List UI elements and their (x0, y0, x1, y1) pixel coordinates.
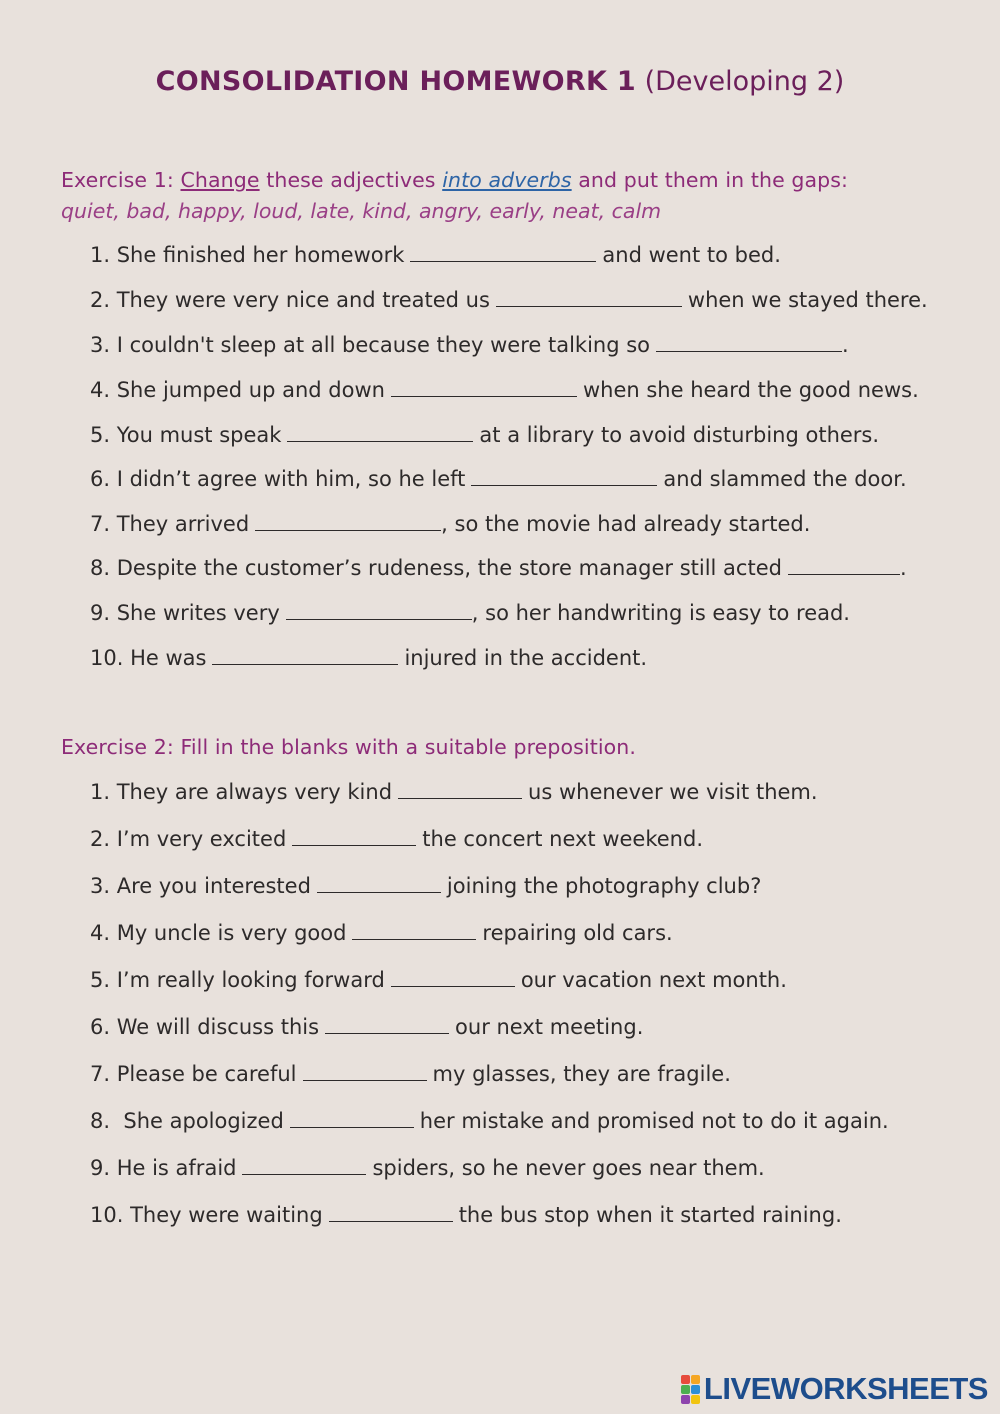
blank-input[interactable] (391, 985, 515, 987)
list-item: 2. I’m very excited the concert next weekend. (90, 827, 703, 851)
list-item: 5. You must speak at a library to avoid disturbing others. (90, 423, 880, 447)
list-item: 8. Despite the customer’s rudeness, the store manager still acted . (90, 556, 907, 580)
list-item: 7. Please be careful my glasses, they are fragile. (90, 1062, 731, 1086)
exercise-1-label: Exercise 1: (61, 168, 181, 192)
list-item: 4. My uncle is very good repairing old cars. (90, 921, 673, 945)
blank-input[interactable] (290, 1126, 414, 1128)
blank-input[interactable] (398, 797, 522, 799)
exercise-2-heading: Exercise 2: Fill in the blanks with a suitable preposition. (61, 735, 636, 759)
exercise-1-end: and put them in the gaps: (571, 168, 849, 192)
blank-input[interactable] (287, 440, 473, 442)
blank-input[interactable] (656, 350, 842, 352)
change-text: Change (180, 168, 260, 192)
blank-input[interactable] (292, 844, 416, 846)
blank-input[interactable] (286, 618, 472, 620)
list-item: 7. They arrived , so the movie had already started. (90, 512, 811, 536)
blank-input[interactable] (471, 484, 657, 486)
liveworksheets-logo-icon (681, 1375, 700, 1404)
list-item: 10. He was injured in the accident. (90, 646, 648, 670)
blank-input[interactable] (352, 938, 476, 940)
blank-input[interactable] (329, 1220, 453, 1222)
blank-input[interactable] (325, 1032, 449, 1034)
blank-input[interactable] (212, 663, 398, 665)
list-item: 5. I’m really looking forward our vacation next month. (90, 968, 787, 992)
title-level: (Developing 2) (644, 66, 845, 97)
list-item: 6. We will discuss this our next meeting. (90, 1015, 644, 1039)
blank-input[interactable] (255, 529, 441, 531)
blank-input[interactable] (391, 395, 577, 397)
blank-input[interactable] (303, 1079, 427, 1081)
list-item: 3. I couldn't sleep at all because they were talking so . (90, 333, 849, 357)
blank-input[interactable] (410, 260, 596, 262)
exercise-1-heading (61, 165, 848, 195)
word-bank: quiet, bad, happy, loud, late, kind, angry, early, neat, calm (61, 199, 662, 223)
list-item: 9. She writes very , so her handwriting is easy to read. (90, 601, 850, 625)
list-item: 3. Are you interested joining the photography club? (90, 874, 762, 898)
logo-text: LIVEWORKSHEETS (703, 1371, 988, 1406)
list-item: 8. She apologized her mistake and promised not to do it again. (90, 1109, 889, 1133)
exercise-1-mid: these adjectives (259, 168, 443, 192)
list-item: 1. They are always very kind us whenever we visit them. (90, 780, 818, 804)
page-title (0, 62, 1000, 102)
list-item: 10. They were waiting the bus stop when it started raining. (90, 1203, 842, 1227)
list-item: 9. He is afraid spiders, so he never goes near them. (90, 1156, 765, 1180)
blank-input[interactable] (242, 1173, 366, 1175)
list-item: 1. She finished her homework and went to bed. (90, 243, 781, 267)
list-item: 6. I didn’t agree with him, so he left and slammed the door. (90, 467, 907, 491)
list-item: 4. She jumped up and down when she heard the good news. (90, 378, 919, 402)
into-adverbs-link[interactable]: into adverbs (442, 168, 572, 192)
title-main: CONSOLIDATION HOMEWORK 1 (155, 66, 636, 97)
blank-input[interactable] (788, 573, 900, 575)
liveworksheets-logo[interactable] (681, 1371, 988, 1407)
list-item: 2. They were very nice and treated us when we stayed there. (90, 288, 928, 312)
blank-input[interactable] (496, 305, 682, 307)
blank-input[interactable] (317, 891, 441, 893)
